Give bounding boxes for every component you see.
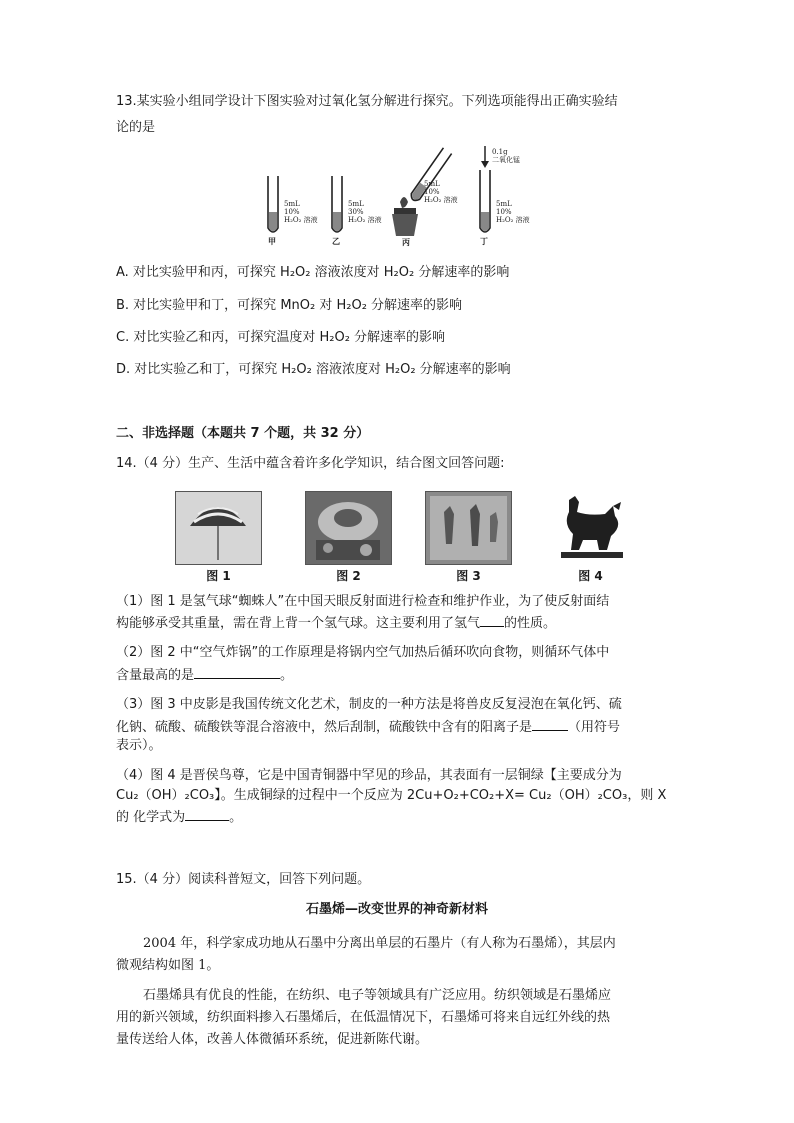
tube-c-solution: H₂O₂ 溶液 xyxy=(424,196,458,204)
tube-d-caption: 丁 xyxy=(480,237,488,246)
q14-p4-answer-blank[interactable] xyxy=(185,808,229,821)
q14-p3-line3: 表示）。 xyxy=(116,738,162,753)
figure-4-caption: 图 4 xyxy=(578,569,603,583)
q14-p1-line1: （1）图 1 是氢气球“蜘蛛人”在中国天眼反射面进行检查和维护作业，为了使反射面结 xyxy=(116,594,610,609)
q14-p4-line1: （4）图 4 是晋侯鸟尊，它是中国青铜器中罕见的珍品，其表面有一层铜绿【主要成分为 xyxy=(116,768,622,783)
q14-p4-line2: Cu₂（OH）₂CO₃】。生成铜绿的过程中一个反应为 2Cu+O₂+CO₂+X= Cu₂（OH）₂CO₃，则 X xyxy=(116,788,667,803)
tube-b-conc: 30% xyxy=(348,208,364,216)
tube-c-conc: 10% xyxy=(424,188,440,196)
tube-b-volume: 5mL xyxy=(348,200,364,208)
shadow-puppet-icon xyxy=(426,492,511,564)
figure-1-caption: 图 1 xyxy=(206,569,231,583)
q14-p3-line1: （3）图 3 中皮影是我国传统文化艺术，制皮的一种方法是将兽皮反复浸泡在氧化钙、硫 xyxy=(116,697,622,712)
q14-p4-text-b: 。 xyxy=(229,810,243,825)
q13-experiment-figure xyxy=(262,140,532,248)
q14-p4-line3 xyxy=(116,808,242,826)
q14-p3-answer-blank[interactable] xyxy=(532,718,568,731)
figure-3-image xyxy=(425,491,512,565)
q15-stem: 15.（4 分）阅读科普短文，回答下列问题。 xyxy=(116,872,371,887)
q14-stem: 14.（4 分）生产、生活中蕴含着许多化学知识，结合图文回答问题: xyxy=(116,456,505,471)
figure-2-image xyxy=(305,491,392,565)
q14-p2-text-a: 含量最高的是 xyxy=(116,668,195,683)
tube-d-conc: 10% xyxy=(496,208,512,216)
q13-option-a[interactable]: A. 对比实验甲和丙，可探究 H₂O₂ 溶液浓度对 H₂O₂ 分解速率的影响 xyxy=(116,265,510,280)
figure-2-caption: 图 2 xyxy=(336,569,361,583)
air-fryer-icon xyxy=(306,492,391,564)
figure-4-image xyxy=(548,491,635,565)
q14-p2-text-b: 。 xyxy=(280,668,294,683)
bird-zun-bronze-icon xyxy=(549,492,634,564)
figure-1-image xyxy=(175,491,262,565)
tube-d-catalyst: 二氧化锰 xyxy=(492,156,520,164)
tube-c-caption: 丙 xyxy=(402,238,410,247)
q14-p3-line2 xyxy=(116,718,620,736)
figure-3-caption: 图 3 xyxy=(456,569,481,583)
q15-article-title: 石墨烯—改变世界的神奇新材料 xyxy=(305,902,488,917)
q15-para2-line2: 用的新兴领域，纺织面料掺入石墨烯后，在低温情况下，石墨烯可将来自远红外线的热 xyxy=(116,1010,611,1025)
q15-para2-line1: 石墨烯具有优良的性能，在纺织、电子等领域具有广泛应用。纺织领域是石墨烯应 xyxy=(143,988,612,1003)
q14-p2-line1: （2）图 2 中“空气炸锅”的工作原理是将锅内空气加热后循环吹向食物，则循环气体中 xyxy=(116,645,610,660)
q15-para2-line3: 量传送给人体，改善人体微循环系统，促进新陈代谢。 xyxy=(116,1032,429,1047)
tube-d-volume: 5mL xyxy=(496,200,512,208)
q14-p2-answer-blank[interactable] xyxy=(194,666,280,679)
q13-option-b[interactable]: B. 对比实验甲和丁，可探究 MnO₂ 对 H₂O₂ 分解速率的影响 xyxy=(116,298,463,313)
tube-b-caption: 乙 xyxy=(332,237,340,246)
q14-p1-text-b: 的性质。 xyxy=(504,616,557,631)
q14-p2-line2 xyxy=(116,666,293,684)
q14-p4-text-a: 的 化学式为 xyxy=(116,810,186,825)
q14-p3-text-b: （用符号 xyxy=(568,720,621,735)
q14-p3-text-a: 化钠、硫酸、硫酸铁等混合溶液中，然后刮制，硫酸铁中含有的阳离子是 xyxy=(116,720,533,735)
q14-p1-answer-blank[interactable] xyxy=(480,614,504,627)
q13-stem-line1: 13.某实验小组同学设计下图实验对过氧化氢分解进行探究。下列选项能得出正确实验结 xyxy=(116,94,618,109)
tube-a-caption: 甲 xyxy=(268,237,276,246)
tube-d-solution: H₂O₂ 溶液 xyxy=(496,216,530,224)
q15-para1-line2: 微观结构如图 1。 xyxy=(116,958,220,973)
tube-c-volume: 5mL xyxy=(424,180,440,188)
section2-heading: 二、非选择题（本题共 7 个题，共 32 分） xyxy=(116,426,370,441)
q13-stem-line2: 论的是 xyxy=(116,120,156,135)
tube-a-conc: 10% xyxy=(284,208,300,216)
tube-d-mass: 0.1g xyxy=(492,148,508,156)
q15-para1-line1: 2004 年，科学家成功地从石墨中分离出单层的石墨片（有人称为石墨烯），其层内 xyxy=(143,936,616,951)
tube-a-volume: 5mL xyxy=(284,200,300,208)
tube-b-solution: H₂O₂ 溶液 xyxy=(348,216,382,224)
q14-p1-text-a: 构能够承受其重量，需在背上背一个氢气球。这主要利用了氢气 xyxy=(116,616,481,631)
tube-a-solution: H₂O₂ 溶液 xyxy=(284,216,318,224)
q14-p1-line2 xyxy=(116,614,556,632)
balloon-dish-icon xyxy=(176,492,261,564)
q13-option-c[interactable]: C. 对比实验乙和丙，可探究温度对 H₂O₂ 分解速率的影响 xyxy=(116,330,446,345)
q13-option-d[interactable]: D. 对比实验乙和丁，可探究 H₂O₂ 溶液浓度对 H₂O₂ 分解速率的影响 xyxy=(116,362,511,377)
